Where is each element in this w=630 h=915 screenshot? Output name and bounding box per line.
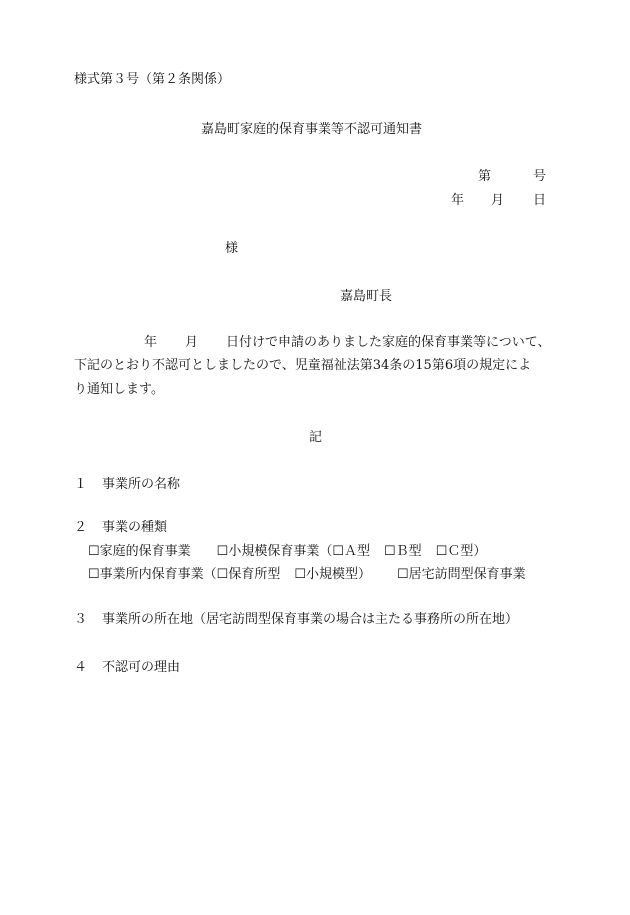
checkbox-hoikusho[interactable]: ☐: [216, 567, 229, 582]
opt-type-a: Ａ型: [344, 544, 371, 559]
form-number: 様式第３号（第２条関係）: [74, 72, 231, 87]
item2-label: 事業の種類: [102, 520, 168, 535]
item1-label: 事業所の名称: [102, 477, 181, 492]
item3-number: ３: [74, 612, 88, 627]
date-day: 日: [533, 193, 547, 208]
item2-options-row2: [88, 567, 526, 583]
opt-shokibokei: 小規模型）: [306, 567, 372, 582]
opt-katei: 家庭的保育事業: [99, 544, 191, 559]
body-month: 月: [185, 335, 199, 350]
body-line1-rest: 日付けで申請のありました家庭的保育事業等について、: [226, 335, 551, 350]
opt-hoikusho: 保育所型: [228, 567, 281, 582]
item3-label: 事業所の所在地（居宅訪問型保育事業の場合は主たる事務所の所在地）: [102, 612, 519, 627]
date-month: 月: [491, 193, 505, 208]
opt-kyotaku: 居宅訪問型保育事業: [408, 567, 526, 582]
item4-label: 不認可の理由: [102, 660, 181, 675]
doc-number-prefix: 第: [478, 169, 492, 184]
checkbox-shokibo[interactable]: ☐: [216, 544, 229, 559]
opt-jigyosho: 事業所内保育事業（: [99, 567, 217, 582]
issuer-name: 嘉島町長: [340, 289, 393, 304]
item2-number: ２: [74, 520, 88, 535]
checkbox-kyotaku[interactable]: ☐: [397, 567, 409, 582]
checkbox-jigyosho[interactable]: ☐: [88, 567, 100, 582]
checkbox-type-a[interactable]: ☐: [332, 544, 344, 559]
document-title: 嘉島町家庭的保育事業等不認可通知書: [201, 122, 423, 137]
checkbox-type-b[interactable]: ☐: [384, 544, 396, 559]
opt-shokibo: 小規模保育事業（: [228, 544, 333, 559]
recipient-honorific: 様: [225, 241, 239, 256]
item4-number: ４: [74, 660, 88, 675]
item1-number: １: [74, 477, 88, 492]
body-line2: 下記のとおり不認可としましたので、児童福祉法第34条の15第6項の規定によ: [74, 358, 532, 373]
body-year: 年: [144, 335, 158, 350]
date-year: 年: [451, 193, 465, 208]
ki-heading: 記: [309, 430, 323, 445]
item2-options-row1: [88, 544, 486, 560]
body-line3: り通知します。: [74, 382, 164, 397]
opt-type-c: Ｃ型）: [447, 544, 487, 559]
opt-type-b: Ｂ型: [395, 544, 422, 559]
checkbox-type-c[interactable]: ☐: [435, 544, 448, 559]
checkbox-shokibokei[interactable]: ☐: [294, 567, 306, 582]
checkbox-katei[interactable]: ☐: [88, 544, 100, 559]
doc-number-suffix: 号: [533, 169, 547, 184]
